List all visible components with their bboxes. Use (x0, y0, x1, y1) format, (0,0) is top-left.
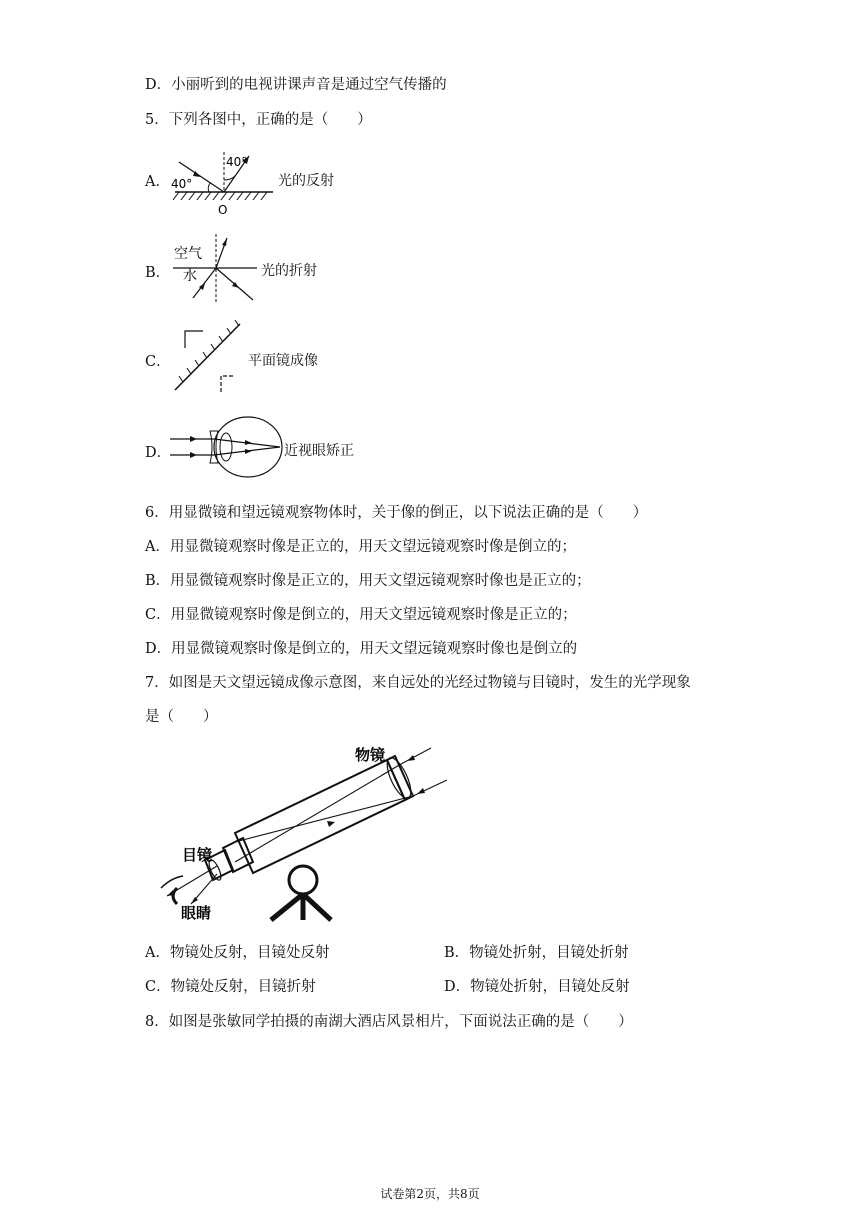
q7-eye-label: 眼睛 (181, 904, 212, 922)
q5-d-letter: D． (145, 445, 172, 461)
q5-a-angle-left: 40° (171, 177, 193, 191)
q6-option-d: D．用显微镜观察时像是倒立的，用天文望远镜观察时像也是倒立的 (145, 641, 578, 657)
q7-telescope-figure (155, 738, 455, 923)
q5-a-reflection-figure (165, 150, 280, 220)
q7-option-c: C．物镜处反射，目镜折射 (145, 979, 316, 995)
q5-a-point-o: O (218, 203, 228, 217)
q5-b-refraction-figure (165, 232, 260, 304)
q7-objective-label: 物镜 (355, 746, 386, 764)
q5-c-letter: C． (145, 354, 171, 370)
q5-a-letter: A． (145, 174, 170, 190)
q4-option-d: D．小丽听到的电视讲课声音是通过空气传播的 (145, 77, 447, 93)
q5-d-caption: 近视眼矫正 (284, 443, 354, 459)
q5-d-myopia-correction-figure (168, 415, 283, 480)
q7-option-a: A．物镜处反射，目镜处反射 (145, 945, 330, 961)
q5-b-water-label: 水 (183, 268, 197, 284)
q8-stem: 8．如图是张敏同学拍摄的南湖大酒店风景相片，下面说法正确的是（ ） (145, 1014, 633, 1030)
q5-c-caption: 平面镜成像 (248, 353, 318, 369)
q7-stem-line2: 是（ ） (145, 709, 218, 725)
q6-stem: 6．用显微镜和望远镜观察物体时，关于像的倒正，以下说法正确的是（ ） (145, 505, 648, 521)
q7-option-b: B．物镜处折射，目镜处折射 (444, 945, 629, 961)
q5-stem: 5．下列各图中，正确的是（ ） (145, 112, 372, 128)
q6-option-b: B．用显微镜观察时像是正立的，用天文望远镜观察时像也是正立的； (145, 573, 591, 589)
q5-a-angle-right: 40° (226, 155, 248, 169)
q5-c-plane-mirror-figure (165, 318, 245, 393)
q5-a-caption: 光的反射 (278, 173, 334, 189)
q6-option-a: A．用显微镜观察时像是正立的，用天文望远镜观察时像是倒立的； (145, 539, 576, 555)
q5-b-air-label: 空气 (174, 246, 202, 262)
q5-b-letter: B． (145, 265, 171, 281)
q7-stem-line1: 7．如图是天文望远镜成像示意图，来自远处的光经过物镜与目镜时，发生的光学现象 (145, 675, 691, 691)
q5-b-caption: 光的折射 (261, 263, 317, 279)
q7-eyepiece-label: 目镜 (182, 846, 213, 864)
q7-option-d: D．物镜处折射，目镜处反射 (444, 979, 630, 995)
page-footer: 试卷第2页，共8页 (380, 1187, 480, 1201)
q6-option-c: C．用显微镜观察时像是倒立的，用天文望远镜观察时像是正立的； (145, 607, 577, 623)
